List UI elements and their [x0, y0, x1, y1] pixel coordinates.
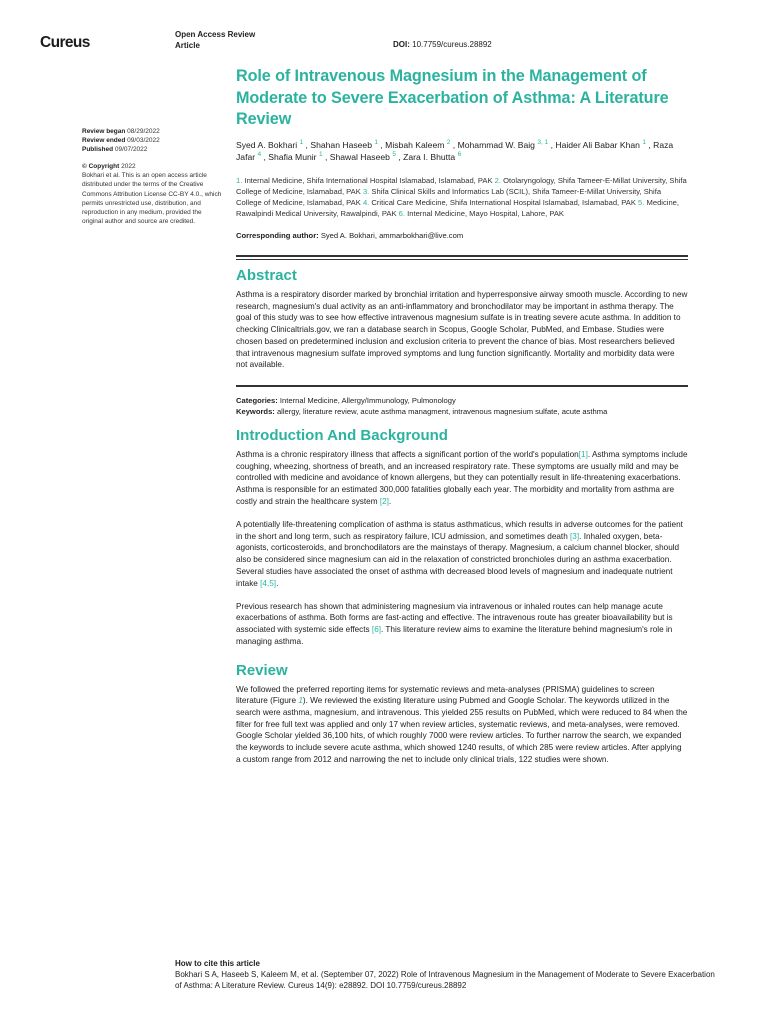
- review-ended-date: 09/03/2022: [127, 137, 160, 145]
- license-text: Bokhari et al. This is an open access article distributed under the terms of the Creative Commons Attribution License CC-BY 4.0., which permits unrestricted use, distribution, and reproduction in any medium, provided the original author and source are credited.: [82, 172, 222, 225]
- published-date: 09/07/2022: [114, 146, 148, 154]
- intro-p1-text-a: Asthma is a chronic respiratory illness that affects a significant portion of the world's population: [236, 449, 579, 459]
- affiliation-text: Medicine, Rawalpindi Medical University, Rawalpindi, PAK: [236, 197, 680, 218]
- author-name[interactable]: Shawal Haseeb: [329, 152, 390, 163]
- intro-paragraph-2: [236, 519, 688, 589]
- article-meta: [236, 395, 688, 417]
- intro-paragraph-3: [236, 601, 688, 648]
- review-p1-text-a: We followed the preferred reporting items for systematic reviews and meta-analyses (PRISMA) guidelines to screen literature (Figure: [236, 684, 655, 706]
- article-title: Role of Intravenous Magnesium in the Management of Moderate to Severe Exacerbation of Asthma: A Literature Review: [236, 67, 669, 128]
- author-affiliation-ref[interactable]: 1: [642, 138, 646, 146]
- doi-label: DOI:: [393, 40, 410, 49]
- author-name[interactable]: Zara I. Bhutta: [403, 152, 456, 163]
- affiliations: [236, 175, 688, 219]
- categories: [236, 395, 688, 406]
- author-name[interactable]: Mohammad W. Baig: [457, 139, 535, 150]
- keywords: [236, 406, 688, 417]
- corresponding-label: Corresponding author:: [236, 231, 319, 241]
- affiliation-number: 5.: [638, 197, 645, 207]
- article-type: [175, 29, 255, 51]
- affiliation-text: Otolaryngology, Shifa Tameer-E-Millat University, Shifa College of Medicine, Islamabad, PAK: [236, 175, 687, 196]
- author-affiliation-ref[interactable]: 3, 1: [537, 138, 549, 146]
- review-began: [82, 127, 222, 136]
- keywords-label: Keywords:: [236, 406, 275, 416]
- copyright-year: 2022: [121, 163, 136, 171]
- intro-p1-text-b: . Asthma symptoms include coughing, wheezing, shortness of breath, and an increased respiratory rate. These symptoms are usually mild and may be controlled with medicine and avoidance of known allergens, but they can potentially result in life-threatening exacerbations. Asthma is responsible for an estimated 300,000 fatalities globally each year. The morbidity and mortality from asthma are costly and strain the healthcare system: [236, 449, 688, 506]
- intro-p2-text-a: A potentially life-threatening complication of asthma is status asthmaticus, which results in adverse outcomes for the patient in the short and long term, such as respiratory failure, ICU admission, and sometimes death: [236, 520, 683, 541]
- author-separator: ,: [303, 139, 311, 150]
- sidebar-gap: [82, 154, 222, 162]
- author-name[interactable]: Raza Jafar: [236, 139, 674, 163]
- doi: [393, 40, 492, 49]
- doi-value[interactable]: 10.7759/cureus.28892: [412, 40, 492, 49]
- how-to-cite-label: How to cite this article: [175, 959, 260, 968]
- intro-paragraph-1: [236, 449, 688, 508]
- author-affiliation-ref[interactable]: 1: [318, 151, 323, 159]
- citation-link[interactable]: [4,5]: [260, 578, 277, 588]
- author-affiliation-ref[interactable]: 5: [392, 151, 396, 159]
- intro-p3-text-a: Previous research has shown that administering magnesium via intravenous or inhaled routes can help manage acute exacerbations of asthma. Both forms are fast-acting and effective. The intravenous route has greater bioavailability but is associated with systemic side effects: [236, 601, 673, 635]
- how-to-cite-text: Bokhari S A, Haseeb S, Kaleem M, et al. (September 07, 2022) Role of Intravenous Magnesium in the Management of Moderate to Severe Exacerbation of Asthma: A Literature Review. Cureus 14(9): e28892. DOI 10.7759/cureus.28892: [175, 970, 715, 990]
- author-affiliation-ref[interactable]: 2: [446, 138, 451, 146]
- article-type-line1: Open Access Review: [175, 30, 256, 39]
- keywords-value: allergy, literature review, acute asthma managment, intravenous magnesium sulfate, acute asthma: [276, 406, 608, 416]
- article-type-line2: Article: [175, 41, 200, 50]
- intro-p2-text-b: . Inhaled oxygen, beta-agonists, corticosteroids, and bronchodilators are the mainstays of therapy. Magnesium, a calcium channel blocker, should also be considered since magnesium can aid in the relaxation of constricted bronchioles during an asthma exacerbation. Several studies have associated the onset of asthma with decreased blood levels of magnesium and inadequate nutrient intake: [236, 531, 680, 588]
- copyright: [82, 162, 222, 171]
- review-began-label: Review began: [82, 128, 126, 135]
- author-list: [236, 139, 688, 164]
- copyright-label: © Copyright: [82, 163, 120, 171]
- author-affiliation-ref[interactable]: 1: [299, 138, 304, 146]
- intro-p3-text-b: . This literature review aims to examine the literature behind magnesium's role in managing asthma.: [236, 625, 673, 646]
- author-name[interactable]: Shafia Munir: [268, 152, 317, 163]
- figure-link[interactable]: 1: [298, 696, 303, 706]
- intro-p1-end: .: [388, 496, 392, 506]
- abstract-heading: Abstract: [236, 267, 297, 285]
- review-ended: [82, 136, 222, 145]
- author-separator: ,: [261, 152, 269, 163]
- citation-link[interactable]: [1]: [578, 449, 588, 459]
- affiliation-number: 4.: [362, 197, 370, 207]
- author-separator: ,: [450, 139, 458, 150]
- author-name[interactable]: Syed A. Bokhari: [236, 139, 298, 150]
- author-separator: ,: [322, 152, 330, 163]
- corresponding-value[interactable]: Syed A. Bokhari, ammarbokhari@live.com: [320, 231, 464, 241]
- section-divider: [236, 255, 688, 260]
- citation-link[interactable]: [6]: [371, 625, 382, 635]
- affiliation-number: 6.: [398, 208, 405, 218]
- publication-sidebar: [82, 127, 222, 226]
- author-affiliation-ref[interactable]: 6: [457, 151, 462, 159]
- affiliation-text: Critical Care Medicine, Shifa International Hospital Islamabad, Islamabad, PAK: [371, 197, 636, 207]
- author-name[interactable]: Misbah Kaleem: [385, 139, 445, 150]
- author-separator: ,: [548, 139, 556, 150]
- article-main: [236, 66, 688, 765]
- review-p1-text-b: ). We reviewed the existing literature using Pubmed and Google Scholar. The keywords utilized in the search were asthma, magnesium, and intravenous. This yielded 255 results on PubMed, which were reduced to 84 when the filter for free full text was applied and only 17 when review articles, systematic reviews, and meta-analyses, were removed. Google Scholar yielded 36,100 hits, of which roughly 7000 were review articles. To further narrow the search, we expanded the keywords to include severe acute asthma, which showed 1240 results, of which 285 were review articles. After applying a custom range from 2012 and narrowing the net to include only clinical trials, 122 studies were shown.: [236, 696, 688, 764]
- published: [82, 145, 222, 154]
- affiliation-text: Shifa Clinical Skills and Informatics Lab (SCIL), Shifa Tameer-E-Millat University, Shifa College of Medicine, Islamabad, PAK: [236, 186, 662, 207]
- author-separator: ,: [378, 139, 386, 150]
- section-divider: [236, 385, 688, 387]
- author-affiliation-ref[interactable]: 4: [257, 151, 262, 159]
- review-ended-label: Review ended: [82, 137, 126, 145]
- author-affiliation-ref[interactable]: 1: [374, 138, 378, 146]
- affiliation-number: 2.: [494, 175, 501, 185]
- affiliation-number: 1.: [236, 175, 243, 185]
- review-heading: Review: [236, 661, 288, 679]
- how-to-cite: [175, 958, 715, 991]
- review-began-date: 08/29/2022: [127, 128, 160, 135]
- review-paragraph-1: [236, 684, 688, 766]
- citation-link[interactable]: [3]: [570, 531, 580, 541]
- author-separator: ,: [645, 139, 654, 150]
- author-name[interactable]: Haider Ali Babar Khan: [555, 139, 640, 150]
- categories-label: Categories:: [236, 395, 278, 405]
- published-label: Published: [82, 146, 114, 154]
- citation-link[interactable]: [2]: [379, 496, 389, 506]
- author-separator: ,: [395, 152, 404, 163]
- cureus-logo[interactable]: Cureus: [40, 34, 90, 51]
- author-name[interactable]: Shahan Haseeb: [310, 139, 372, 150]
- abstract-text: Asthma is a respiratory disorder marked by bronchial irritation and hyperresponsive airway smooth muscle. According to new research, magnesium's dual activity as an anti-inflammatory and bronchodilator may be important in asthma therapy. The goal of this study was to see how effective intravenous magnesium sulfate is in treating severe acute asthma. In addition to checking Clinicaltrials.gov, we ran a database search in Scopus, Google Scholar, PubMed, and Embase. Studies were chosen based on predetermined inclusion and exclusion criteria to prevent the chance of bias. Most researchers believed that intravenous magnesium sulfate improved symptoms and lung function significantly. Mortality and morbidity data were not available.: [236, 290, 688, 370]
- affiliation-number: 3.: [362, 186, 370, 196]
- categories-value: Internal Medicine, Allergy/Immunology, Pulmonology: [279, 395, 456, 405]
- affiliation-text: Internal Medicine, Shifa International Hospital Islamabad, Islamabad, PAK: [244, 175, 493, 185]
- intro-heading: Introduction And Background: [236, 426, 448, 444]
- corresponding-author: [236, 230, 688, 241]
- affiliation-text: Internal Medicine, Mayo Hospital, Lahore, PAK: [407, 208, 565, 218]
- intro-p2-end: .: [276, 578, 279, 588]
